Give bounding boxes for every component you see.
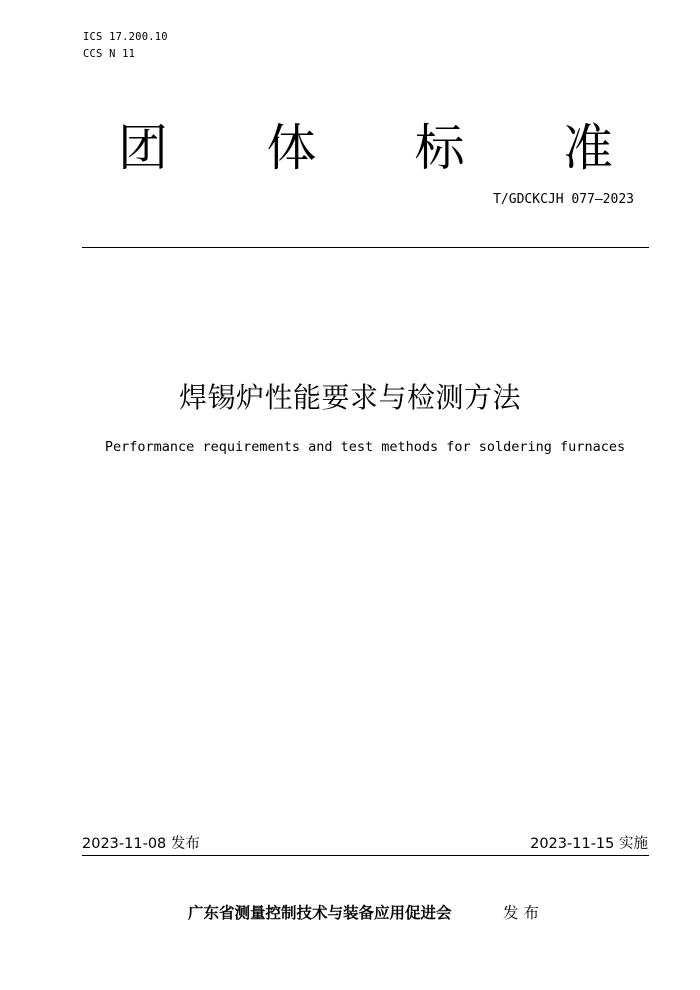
- implementation-date: 2023-11-15 实施: [530, 836, 648, 852]
- standard-number: T/GDCKCJH 077—2023: [493, 192, 634, 207]
- standard-type-heading: [118, 118, 613, 178]
- classification-codes: [83, 29, 168, 63]
- publish-label: 发布: [503, 904, 545, 922]
- issue-date: 2023-11-08 发布: [82, 836, 200, 852]
- document-title-cn: 焊锡炉性能要求与检测方法: [178, 381, 521, 414]
- heading-char: 标: [414, 119, 465, 177]
- publisher-name: 广东省测量控制技术与装备应用促进会: [188, 904, 452, 922]
- heading-char: 团: [118, 119, 168, 177]
- heading-char: 体: [266, 119, 317, 177]
- document-title-en: Performance requirements and test methods for soldering furnaces: [104, 439, 626, 455]
- ccs-code: CCS N 11: [83, 48, 136, 60]
- heading-char: 准: [562, 119, 613, 177]
- ics-code: ICS 17.200.10: [83, 31, 168, 43]
- footer-divider: [82, 855, 649, 856]
- header-divider: [82, 247, 649, 248]
